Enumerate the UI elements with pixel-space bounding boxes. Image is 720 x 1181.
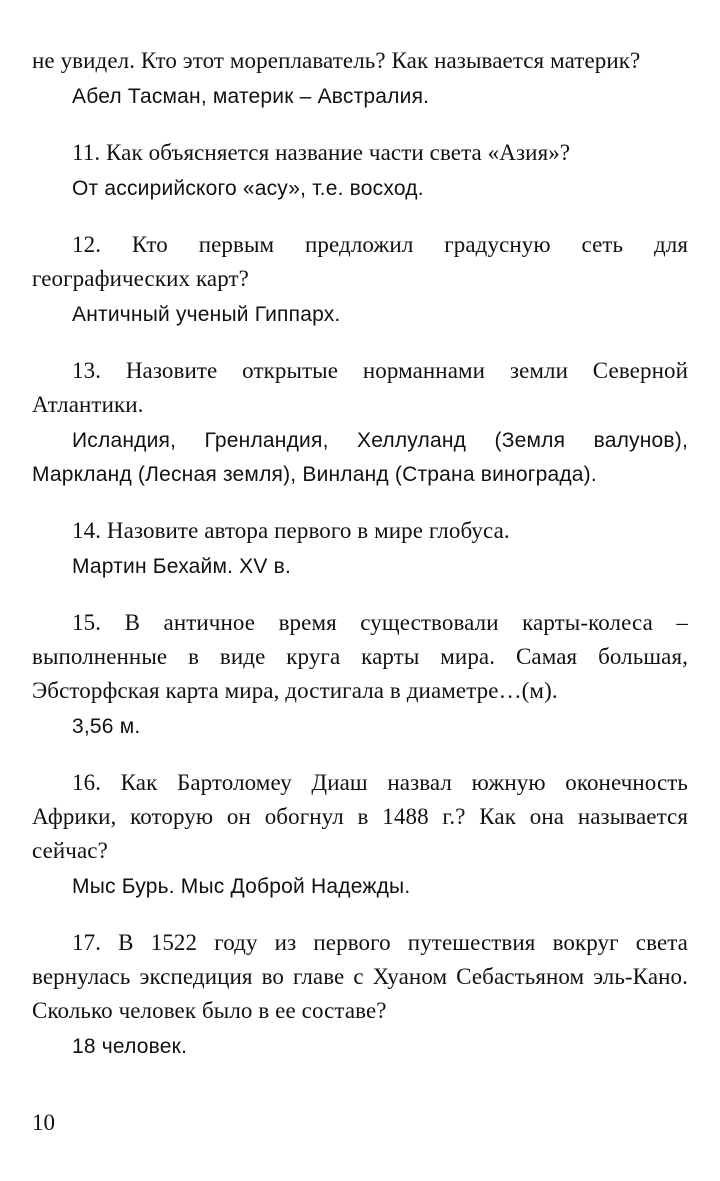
answer-text: 3,56 м. bbox=[72, 715, 141, 738]
question-text: 11. Как объясняется название части света «Азия»? bbox=[72, 140, 571, 165]
answer-text: Античный ученый Гиппарх. bbox=[72, 303, 341, 326]
answer-text: Мыс Бурь. Мыс Доброй Надежды. bbox=[72, 875, 411, 898]
answer-text: Исландия, Гренландия, Хеллуланд (Земля валунов), Маркланд (Лесная земля), Винланд (Страна винограда). bbox=[32, 429, 688, 486]
question-text: 12. Кто первым предложил градусную сеть для географических карт? bbox=[32, 232, 688, 291]
qa-block-13 bbox=[32, 354, 688, 492]
question-text: 16. Как Бартоломеу Диаш назвал южную оконечность Африки, которую он обогнул в 1488 г.? Как она называется сейчас? bbox=[32, 770, 688, 863]
qa-block-14 bbox=[32, 514, 688, 584]
answer-text: 18 человек. bbox=[72, 1035, 188, 1058]
qa-block-11 bbox=[32, 136, 688, 206]
qa-block-16 bbox=[32, 766, 688, 904]
qa-block-12 bbox=[32, 228, 688, 332]
qa-block-15 bbox=[32, 606, 688, 744]
answer-text: Абел Тасман, материк – Австралия. bbox=[72, 85, 430, 108]
page-number: 10 bbox=[32, 1110, 55, 1135]
answer-text: От ассирийского «асу», т.е. восход. bbox=[72, 177, 424, 200]
question-text: 17. В 1522 году из первого путешествия вокруг света вернулась экспедиция во главе с Хуаном Себастьяном эль-Кано. Сколько человек было в ее составе? bbox=[32, 930, 688, 1023]
question-text: 14. Назовите автора первого в мире глобуса. bbox=[72, 518, 510, 543]
qa-block-17 bbox=[32, 926, 688, 1064]
question-text: 13. Назовите открытые норманнами земли Северной Атлантики. bbox=[32, 358, 688, 417]
qa-block-10 bbox=[32, 44, 688, 114]
question-text: 15. В античное время существовали карты-колеса – выполненные в виде круга карты мира. Самая большая, Эбсторфская карта мира, достигала в диаметре…(м). bbox=[32, 610, 688, 703]
question-text: не увидел. Кто этот мореплаватель? Как называется материк? bbox=[32, 48, 641, 73]
answer-text: Мартин Бехайм. XV в. bbox=[72, 555, 292, 578]
